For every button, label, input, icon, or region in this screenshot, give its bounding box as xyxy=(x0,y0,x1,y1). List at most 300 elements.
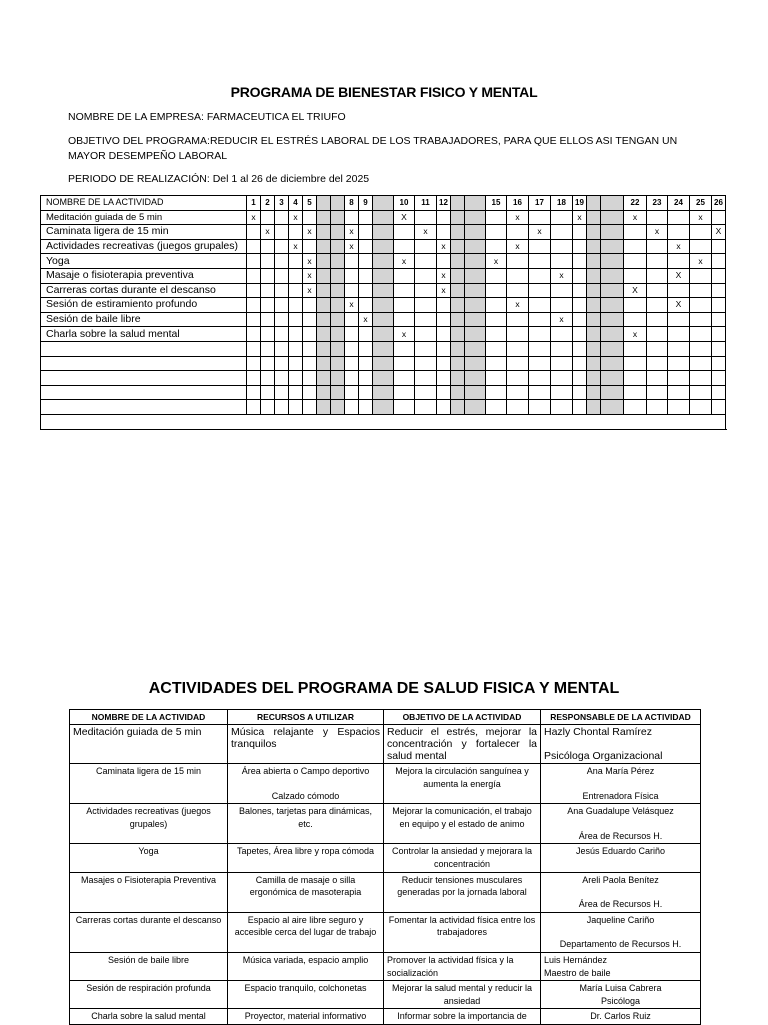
schedule-mark-cell xyxy=(345,254,359,269)
day-header: 15 xyxy=(486,196,507,211)
schedule-mark-cell xyxy=(624,298,647,313)
schedule-mark-cell xyxy=(275,371,289,386)
schedule-mark-cell xyxy=(275,400,289,415)
day-header: 5 xyxy=(303,196,317,211)
schedule-mark-cell xyxy=(647,341,668,356)
day-header: 19 xyxy=(573,196,587,211)
activity-responsible xyxy=(541,981,701,1009)
schedule-mark-cell xyxy=(451,356,465,371)
day-header: 24 xyxy=(668,196,690,211)
schedule-mark-cell xyxy=(331,327,345,342)
schedule-mark-cell xyxy=(303,210,317,225)
schedule-mark-cell xyxy=(275,225,289,240)
activities-table xyxy=(69,709,701,1025)
schedule-mark-cell xyxy=(624,371,647,386)
responsible-name: Hazly Chontal Ramírez xyxy=(544,726,652,738)
schedule-mark-cell xyxy=(394,385,415,400)
schedule-mark-cell xyxy=(507,283,529,298)
schedule-mark-cell xyxy=(507,341,529,356)
activity-name: Caminata ligera de 15 min xyxy=(70,764,228,804)
schedule-mark-cell xyxy=(587,298,601,313)
schedule-mark-cell xyxy=(486,239,507,254)
schedule-mark-cell xyxy=(529,327,551,342)
schedule-mark-cell xyxy=(394,239,415,254)
schedule-mark-cell xyxy=(486,356,507,371)
schedule-mark-cell xyxy=(331,210,345,225)
schedule-mark-cell: x xyxy=(647,225,668,240)
schedule-activity-name: Charla sobre la salud mental xyxy=(41,327,247,342)
schedule-mark-cell xyxy=(415,283,437,298)
schedule-mark-cell: x xyxy=(247,210,261,225)
schedule-mark-cell xyxy=(359,239,373,254)
schedule-mark-cell xyxy=(587,312,601,327)
table-row xyxy=(41,268,726,283)
schedule-mark-cell xyxy=(345,371,359,386)
schedule-mark-cell xyxy=(587,283,601,298)
schedule-mark-cell xyxy=(247,327,261,342)
schedule-mark-cell xyxy=(373,268,394,283)
schedule-mark-cell xyxy=(551,385,573,400)
schedule-mark-cell xyxy=(668,283,690,298)
responsible-area: Maestro de baile xyxy=(544,967,611,978)
schedule-mark-cell xyxy=(668,225,690,240)
day-header: 12 xyxy=(437,196,451,211)
activity-name: Carreras cortas durante el descanso xyxy=(70,912,228,952)
schedule-mark-cell xyxy=(394,225,415,240)
schedule-mark-cell: x xyxy=(289,239,303,254)
schedule-mark-cell xyxy=(690,239,712,254)
schedule-mark-cell xyxy=(289,268,303,283)
activity-responsible xyxy=(541,872,701,912)
day-header xyxy=(331,196,345,211)
schedule-mark-cell xyxy=(573,239,587,254)
schedule-mark-cell xyxy=(345,385,359,400)
schedule-mark-cell xyxy=(331,283,345,298)
schedule-mark-cell xyxy=(551,283,573,298)
activity-name: Masajes o Fisioterapia Preventiva xyxy=(70,872,228,912)
responsible-area: Área de Recursos H. xyxy=(578,899,663,910)
schedule-mark-cell xyxy=(451,385,465,400)
schedule-mark-cell xyxy=(373,239,394,254)
schedule-mark-cell xyxy=(415,298,437,313)
schedule-table xyxy=(40,195,726,430)
schedule-mark-cell xyxy=(359,210,373,225)
schedule-mark-cell xyxy=(247,400,261,415)
schedule-mark-cell xyxy=(601,327,624,342)
schedule-mark-cell xyxy=(394,283,415,298)
schedule-activity-name: Caminata ligera de 15 min xyxy=(41,225,247,240)
schedule-mark-cell xyxy=(331,385,345,400)
responsible-name: Jesús Eduardo Cariño xyxy=(575,846,666,857)
schedule-mark-cell xyxy=(690,385,712,400)
schedule-mark-cell xyxy=(331,341,345,356)
schedule-mark-cell xyxy=(331,356,345,371)
schedule-mark-cell: x xyxy=(668,239,690,254)
activity-objective: Fomentar la actividad física entre los trabajadores xyxy=(384,912,541,952)
schedule-mark-cell xyxy=(573,356,587,371)
schedule-mark-cell: x xyxy=(624,327,647,342)
day-header xyxy=(373,196,394,211)
schedule-mark-cell xyxy=(261,283,275,298)
schedule-mark-cell xyxy=(289,312,303,327)
table-row xyxy=(41,239,726,254)
schedule-mark-cell xyxy=(261,400,275,415)
schedule-mark-cell xyxy=(373,341,394,356)
schedule-mark-cell xyxy=(587,225,601,240)
schedule-mark-cell xyxy=(601,356,624,371)
schedule-mark-cell xyxy=(345,312,359,327)
schedule-mark-cell xyxy=(690,371,712,386)
schedule-activity-name: Carreras cortas durante el descanso xyxy=(41,283,247,298)
schedule-mark-cell xyxy=(437,356,451,371)
schedule-mark-cell xyxy=(529,400,551,415)
table-row xyxy=(41,341,726,356)
schedule-mark-cell xyxy=(668,327,690,342)
activity-resources: Proyector, material informativo xyxy=(228,1009,384,1025)
schedule-mark-cell xyxy=(507,327,529,342)
schedule-mark-cell xyxy=(690,268,712,283)
schedule-mark-cell xyxy=(486,385,507,400)
schedule-mark-cell xyxy=(690,341,712,356)
schedule-mark-cell xyxy=(275,268,289,283)
schedule-mark-cell xyxy=(507,312,529,327)
schedule-mark-cell xyxy=(507,385,529,400)
schedule-mark-cell xyxy=(415,268,437,283)
schedule-mark-cell xyxy=(317,341,331,356)
schedule-mark-cell xyxy=(317,385,331,400)
schedule-mark-cell xyxy=(247,268,261,283)
day-header xyxy=(451,196,465,211)
schedule-mark-cell xyxy=(373,327,394,342)
schedule-mark-cell xyxy=(465,356,486,371)
schedule-mark-cell: x xyxy=(303,254,317,269)
schedule-mark-cell xyxy=(668,385,690,400)
schedule-mark-cell: x xyxy=(486,254,507,269)
schedule-mark-cell xyxy=(289,225,303,240)
schedule-mark-cell xyxy=(317,210,331,225)
schedule-mark-cell xyxy=(465,385,486,400)
schedule-mark-cell xyxy=(345,341,359,356)
schedule-mark-cell xyxy=(465,312,486,327)
activity-objective: Mejorar la comunicación, el trabajo en equipo y el estado de animo xyxy=(384,804,541,844)
schedule-mark-cell xyxy=(587,254,601,269)
schedule-mark-cell xyxy=(275,239,289,254)
schedule-mark-cell xyxy=(486,312,507,327)
day-header xyxy=(317,196,331,211)
table-row xyxy=(70,804,701,844)
schedule-mark-cell xyxy=(451,225,465,240)
schedule-mark-cell xyxy=(415,356,437,371)
schedule-mark-cell xyxy=(437,400,451,415)
table-row xyxy=(41,254,726,269)
schedule-mark-cell xyxy=(529,385,551,400)
schedule-mark-cell xyxy=(465,298,486,313)
day-header: 25 xyxy=(690,196,712,211)
schedule-mark-cell xyxy=(247,356,261,371)
schedule-mark-cell: x xyxy=(359,312,373,327)
schedule-mark-cell xyxy=(647,371,668,386)
schedule-mark-cell xyxy=(331,400,345,415)
activity-objective: Informar sobre la importancia de xyxy=(384,1009,541,1025)
table-row xyxy=(41,283,726,298)
activity-responsible xyxy=(541,725,701,764)
schedule-mark-cell xyxy=(437,210,451,225)
schedule-mark-cell xyxy=(275,341,289,356)
schedule-mark-cell xyxy=(601,385,624,400)
schedule-activity-name xyxy=(41,371,247,386)
schedule-mark-cell xyxy=(247,298,261,313)
schedule-mark-cell xyxy=(317,268,331,283)
schedule-mark-cell xyxy=(394,356,415,371)
activities-title: ACTIVIDADES DEL PROGRAMA DE SALUD FISICA Y MENTAL xyxy=(148,680,620,697)
day-header: 17 xyxy=(529,196,551,211)
schedule-mark-cell xyxy=(415,371,437,386)
schedule-mark-cell xyxy=(647,298,668,313)
schedule-mark-cell xyxy=(486,298,507,313)
schedule-mark-cell xyxy=(465,341,486,356)
schedule-mark-cell xyxy=(317,225,331,240)
table-row xyxy=(70,844,701,872)
schedule-mark-cell xyxy=(261,254,275,269)
schedule-mark-cell xyxy=(507,400,529,415)
schedule-mark-cell xyxy=(551,298,573,313)
schedule-mark-cell xyxy=(275,210,289,225)
schedule-activity-name: Actividades recreativas (juegos grupales) xyxy=(41,239,247,254)
schedule-mark-cell xyxy=(303,385,317,400)
day-header: 11 xyxy=(415,196,437,211)
activity-resources: Música relajante y Espacios tranquilos xyxy=(228,725,384,764)
activity-name: Actividades recreativas (juegos grupales) xyxy=(70,804,228,844)
schedule-mark-cell xyxy=(437,327,451,342)
activity-responsible: Dr. Carlos Ruiz xyxy=(541,1009,701,1025)
schedule-mark-cell xyxy=(647,210,668,225)
schedule-mark-cell xyxy=(601,225,624,240)
schedule-mark-cell xyxy=(317,239,331,254)
program-title: PROGRAMA DE BIENESTAR FISICO Y MENTAL xyxy=(230,84,538,100)
table-row xyxy=(41,298,726,313)
schedule-mark-cell xyxy=(647,312,668,327)
schedule-mark-cell xyxy=(275,283,289,298)
schedule-mark-cell xyxy=(551,210,573,225)
table-row xyxy=(41,400,726,415)
activity-name: Sesión de baile libre xyxy=(70,952,228,980)
schedule-mark-cell: x xyxy=(261,225,275,240)
responsible-area: Área de Recursos H. xyxy=(578,830,663,841)
table-row xyxy=(70,912,701,952)
schedule-mark-cell xyxy=(437,225,451,240)
schedule-mark-cell xyxy=(573,312,587,327)
schedule-mark-cell: x xyxy=(394,327,415,342)
activity-resources: Tapetes, Área libre y ropa cómoda xyxy=(228,844,384,872)
schedule-mark-cell xyxy=(587,400,601,415)
schedule-mark-cell xyxy=(529,254,551,269)
schedule-mark-cell xyxy=(373,298,394,313)
schedule-mark-cell xyxy=(624,385,647,400)
schedule-mark-cell xyxy=(451,312,465,327)
schedule-mark-cell xyxy=(712,341,726,356)
schedule-mark-cell xyxy=(647,283,668,298)
responsible-name: Ana María Pérez xyxy=(586,766,655,776)
schedule-mark-cell xyxy=(345,356,359,371)
schedule-mark-cell xyxy=(317,356,331,371)
schedule-mark-cell xyxy=(289,341,303,356)
table-row xyxy=(41,312,726,327)
schedule-mark-cell xyxy=(551,225,573,240)
schedule-mark-cell xyxy=(624,400,647,415)
schedule-mark-cell xyxy=(275,254,289,269)
schedule-mark-cell xyxy=(331,268,345,283)
schedule-mark-cell: x xyxy=(437,268,451,283)
schedule-mark-cell: x xyxy=(507,210,529,225)
schedule-mark-cell xyxy=(247,239,261,254)
schedule-mark-cell xyxy=(690,312,712,327)
schedule-mark-cell xyxy=(331,254,345,269)
schedule-mark-cell xyxy=(415,254,437,269)
table-row xyxy=(70,872,701,912)
resources-line-1: Área abierta o Campo deportivo xyxy=(241,766,370,776)
activity-responsible xyxy=(541,844,701,872)
schedule-mark-cell xyxy=(303,298,317,313)
schedule-mark-cell xyxy=(451,283,465,298)
responsible-name: Jaqueline Cariño xyxy=(586,914,655,925)
schedule-mark-cell xyxy=(647,254,668,269)
schedule-mark-cell xyxy=(451,341,465,356)
schedule-mark-cell xyxy=(345,283,359,298)
activity-resources: Espacio al aire libre seguro y accesible cerca del lugar de trabajo xyxy=(228,912,384,952)
day-header: 9 xyxy=(359,196,373,211)
schedule-mark-cell xyxy=(437,312,451,327)
schedule-mark-cell xyxy=(465,371,486,386)
schedule-mark-cell: x xyxy=(573,210,587,225)
schedule-mark-cell xyxy=(587,356,601,371)
schedule-mark-cell xyxy=(712,239,726,254)
schedule-mark-cell xyxy=(303,341,317,356)
schedule-mark-cell xyxy=(451,400,465,415)
schedule-mark-cell xyxy=(247,341,261,356)
schedule-mark-cell xyxy=(529,268,551,283)
table-row xyxy=(41,356,726,371)
schedule-mark-cell xyxy=(587,385,601,400)
schedule-mark-cell xyxy=(247,312,261,327)
schedule-mark-cell: x xyxy=(345,225,359,240)
schedule-mark-cell xyxy=(303,312,317,327)
schedule-mark-cell xyxy=(551,327,573,342)
schedule-mark-cell: x xyxy=(437,239,451,254)
schedule-mark-cell xyxy=(624,356,647,371)
schedule-mark-cell xyxy=(359,283,373,298)
schedule-mark-cell xyxy=(465,254,486,269)
schedule-mark-cell xyxy=(373,210,394,225)
schedule-mark-cell: x xyxy=(415,225,437,240)
schedule-mark-cell xyxy=(647,400,668,415)
schedule-mark-cell xyxy=(451,298,465,313)
schedule-mark-cell xyxy=(317,254,331,269)
day-header: 1 xyxy=(247,196,261,211)
schedule-mark-cell xyxy=(289,356,303,371)
schedule-mark-cell xyxy=(317,312,331,327)
schedule-mark-cell xyxy=(587,268,601,283)
schedule-mark-cell xyxy=(551,356,573,371)
schedule-mark-cell xyxy=(690,356,712,371)
schedule-activity-name: Masaje o fisioterapia preventiva xyxy=(41,268,247,283)
schedule-mark-cell xyxy=(486,210,507,225)
schedule-mark-cell xyxy=(373,283,394,298)
schedule-mark-cell xyxy=(415,385,437,400)
schedule-mark-cell xyxy=(261,239,275,254)
table-row xyxy=(41,327,726,342)
schedule-mark-cell xyxy=(317,327,331,342)
day-header: 26 xyxy=(712,196,726,211)
schedule-mark-cell xyxy=(551,254,573,269)
responsible-area: Entrenadora Física xyxy=(582,790,659,801)
activity-responsible xyxy=(541,764,701,804)
schedule-mark-cell xyxy=(289,298,303,313)
schedule-mark-cell: x xyxy=(624,210,647,225)
schedule-mark-cell xyxy=(507,371,529,386)
schedule-mark-cell xyxy=(668,371,690,386)
schedule-mark-cell xyxy=(601,239,624,254)
schedule-mark-cell: x xyxy=(303,268,317,283)
schedule-mark-cell xyxy=(690,327,712,342)
schedule-mark-cell xyxy=(373,385,394,400)
schedule-mark-cell: X xyxy=(624,283,647,298)
activity-objective: Promover la actividad física y la socialización xyxy=(384,952,541,980)
schedule-mark-cell xyxy=(261,341,275,356)
schedule-mark-cell xyxy=(668,400,690,415)
schedule-mark-cell: x xyxy=(507,239,529,254)
schedule-mark-cell xyxy=(394,371,415,386)
schedule-mark-cell xyxy=(551,341,573,356)
schedule-mark-cell xyxy=(601,283,624,298)
schedule-mark-cell xyxy=(624,225,647,240)
schedule-mark-cell xyxy=(373,400,394,415)
schedule-mark-cell xyxy=(551,239,573,254)
schedule-mark-cell xyxy=(668,312,690,327)
schedule-mark-cell: x xyxy=(394,254,415,269)
schedule-mark-cell xyxy=(261,356,275,371)
schedule-mark-cell xyxy=(415,239,437,254)
schedule-mark-cell xyxy=(486,225,507,240)
schedule-mark-cell xyxy=(359,268,373,283)
schedule-mark-cell xyxy=(647,327,668,342)
schedule-mark-cell xyxy=(331,298,345,313)
schedule-mark-cell xyxy=(624,312,647,327)
schedule-mark-cell xyxy=(373,225,394,240)
schedule-mark-cell xyxy=(289,327,303,342)
schedule-mark-cell xyxy=(275,298,289,313)
responsible-area xyxy=(544,858,697,870)
schedule-mark-cell xyxy=(247,385,261,400)
schedule-mark-cell xyxy=(331,239,345,254)
schedule-mark-cell xyxy=(394,312,415,327)
activity-resources: Espacio tranquilo, colchonetas xyxy=(228,981,384,1009)
schedule-mark-cell xyxy=(587,327,601,342)
day-header: 2 xyxy=(261,196,275,211)
schedule-mark-cell xyxy=(712,210,726,225)
activity-responsible xyxy=(541,952,701,980)
schedule-mark-cell xyxy=(601,371,624,386)
schedule-mark-cell xyxy=(261,298,275,313)
schedule-mark-cell xyxy=(465,283,486,298)
schedule-mark-cell xyxy=(275,327,289,342)
schedule-mark-cell xyxy=(303,356,317,371)
schedule-mark-cell xyxy=(624,341,647,356)
schedule-mark-cell: x xyxy=(437,283,451,298)
schedule-mark-cell xyxy=(647,385,668,400)
schedule-activity-name: Sesión de baile libre xyxy=(41,312,247,327)
program-objective-line: OBJETIVO DEL PROGRAMA:REDUCIR EL ESTRÉS LABORAL DE LOS TRABAJADORES, PARA QUE ELLOS ASI TENGAN UN MAYOR DESEMPEÑO LABORAL xyxy=(68,135,678,162)
schedule-mark-cell: X xyxy=(712,225,726,240)
